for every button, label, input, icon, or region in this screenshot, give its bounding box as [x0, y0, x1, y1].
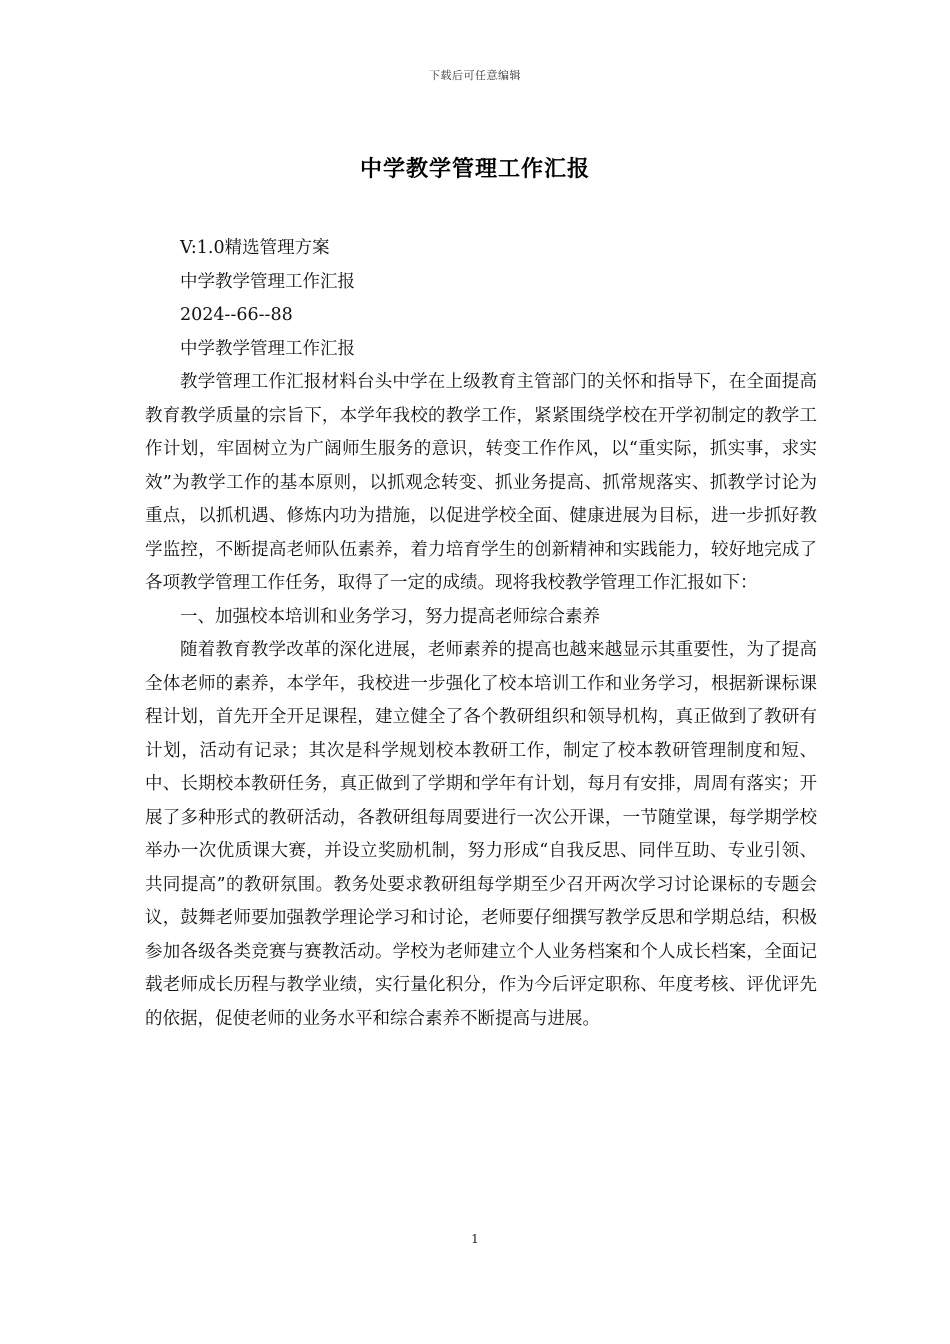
- section-one-paragraph: 随着教育教学改革的深化进展，老师素养的提高也越来越显示其重要性，为了提高全体老师的素养，本学年，我校进一步强化了校本培训工作和业务学习，根据新课标课程计划，首先开全开足课程，建立健全了各个教研组织和领导机构，真正做到了教研有计划，活动有记录；其次是科学规划校本教研工作，制定了校本教研管理制度和短、中、长期校本教研任务，真正做到了学期和学年有计划，每月有安排，周周有落实；开展了多种形式的教研活动，各教研组每周要进行一次公开课，一节随堂课，每学期学校举办一次优质课大赛，并设立奖励机制，努力形成“自我反思、同伴互助、专业引领、共同提高”的教研氛围。教务处要求教研组每学期至少召开两次学习讨论课标的专题会议，鼓舞老师要加强教学理论学习和讨论，老师要仔细撰写教学反思和学期总结，积极参加各级各类竞赛与赛教活动。学校为老师建立个人业务档案和个人成长档案，全面记载老师成长历程与教学业绩，实行量化积分，作为今后评定职称、年度考核、评优评先的依据，促使老师的业务水平和综合素养不断提高与进展。: [145, 640, 817, 1029]
- date-line: 2024--66--88: [180, 305, 293, 325]
- section-heading-line: 中学教学管理工作汇报: [180, 338, 355, 359]
- version-line: V:1.0精选管理方案: [180, 238, 330, 258]
- document-body: [145, 232, 817, 1036]
- section-one-heading: 一、加强校本培训和业务学习，努力提高老师综合素养: [180, 606, 600, 627]
- subtitle-line: 中学教学管理工作汇报: [180, 271, 355, 292]
- intro-paragraph: 教学管理工作汇报材料台头中学在上级教育主管部门的关怀和指导下，在全面提高教育教学质量的宗旨下，本学年我校的教学工作，紧紧围绕学校在开学初制定的教学工作计划，牢固树立为广阔师生服务的意识，转变工作作风，以“重实际，抓实事，求实效”为教学工作的基本原则，以抓观念转变、抓业务提高、抓常规落实、抓教学讨论为重点，以抓机遇、修炼内功为措施，以促进学校全面、健康进展为目标，进一步抓好教学监控，不断提高老师队伍素养，着力培育学生的创新精神和实践能力，较好地完成了各项教学管理工作任务，取得了一定的成绩。现将我校教学管理工作汇报如下：: [145, 372, 817, 593]
- document-title: 中学教学管理工作汇报: [359, 156, 590, 182]
- header-note: 下载后可任意编辑: [429, 69, 521, 82]
- page-number: 1: [471, 1232, 479, 1246]
